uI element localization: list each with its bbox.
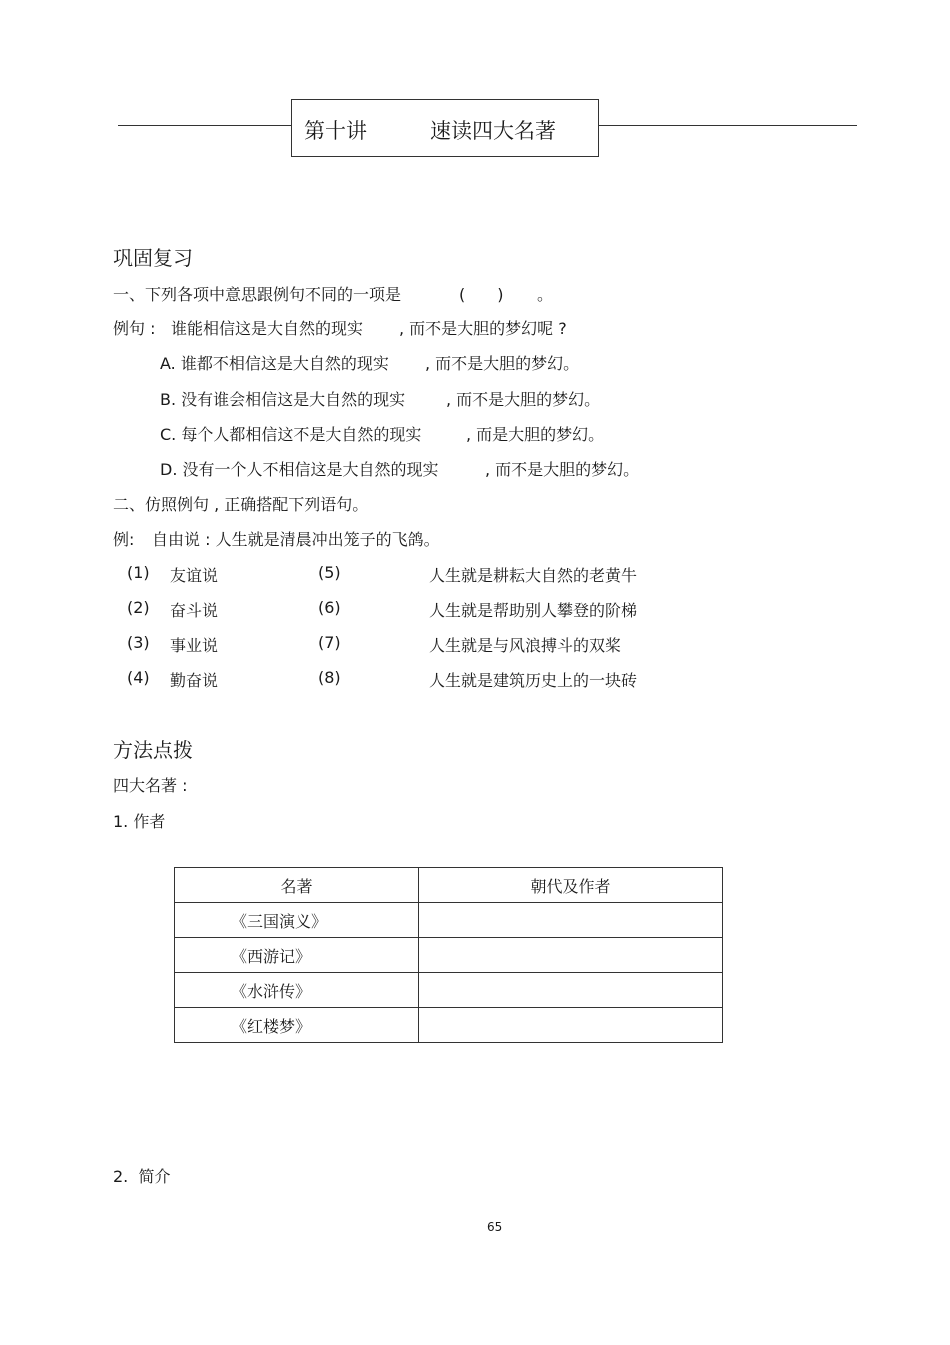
- q1-end: 。: [537, 285, 554, 304]
- table-cell-book: 《红楼梦》: [175, 1008, 419, 1043]
- match-left-number: (1): [127, 563, 150, 582]
- table-header-book: 名著: [175, 868, 419, 903]
- q1-option-a-tail: , 而不是大胆的梦幻。: [425, 354, 580, 373]
- match-right-text: 人生就是帮助别人攀登的阶梯: [429, 601, 638, 620]
- table-header-row: [175, 868, 723, 903]
- q1-example-a: 谁能相信这是大自然的现实: [171, 319, 364, 338]
- table-row: [175, 903, 723, 938]
- match-left-number: (4): [127, 668, 150, 687]
- table-cell-book: 《水浒传》: [175, 973, 419, 1008]
- match-left-text: 勤奋说: [170, 671, 219, 690]
- match-right-text: 人生就是耕耘大自然的老黄牛: [429, 566, 638, 585]
- lecture-title: 速读四大名著: [430, 119, 556, 143]
- match-right-number: (5): [318, 563, 341, 582]
- lecture-title-box: [291, 99, 599, 157]
- method-heading: 方法点拨: [113, 738, 193, 762]
- q1-option-d-tail: , 而不是大胆的梦幻。: [485, 460, 640, 479]
- q1-example-label: 例句 :: [113, 319, 156, 338]
- match-left-text: 奋斗说: [170, 601, 219, 620]
- review-heading: 巩固复习: [113, 246, 193, 270]
- section-author-heading: 1. 作者: [113, 812, 166, 831]
- table-row: [175, 973, 723, 1008]
- table-cell-book: 《西游记》: [175, 938, 419, 973]
- table-cell-author[interactable]: [419, 903, 723, 938]
- match-right-number: (7): [318, 633, 341, 652]
- table-row: [175, 938, 723, 973]
- match-right-text: 人生就是建筑历史上的一块砖: [429, 671, 638, 690]
- match-left-number: (3): [127, 633, 150, 652]
- q2-example-label: 例:: [113, 530, 135, 549]
- q2-example-text: 自由说 : 人生就是清晨冲出笼子的飞鸽。: [152, 530, 440, 549]
- lecture-number: 第十讲: [304, 119, 367, 143]
- q2-stem: 二、仿照例句 , 正确搭配下列语句。: [113, 495, 369, 514]
- table-row: [175, 1008, 723, 1043]
- section-intro-heading: 2. 简介: [113, 1167, 171, 1186]
- match-right-number: (8): [318, 668, 341, 687]
- q1-option-b-tail: , 而不是大胆的梦幻。: [446, 390, 601, 409]
- q1-option-c-tail: , 而是大胆的梦幻。: [466, 425, 605, 444]
- header-rule-right: [599, 125, 857, 126]
- page-number: 65: [487, 1220, 503, 1234]
- q1-option-b: B. 没有谁会相信这是大自然的现实: [160, 390, 406, 409]
- q1-option-c: C. 每个人都相信这不是大自然的现实: [160, 425, 422, 444]
- q1-blank: ( ): [459, 285, 504, 304]
- table-cell-author[interactable]: [419, 938, 723, 973]
- match-left-text: 事业说: [170, 636, 219, 655]
- match-right-text: 人生就是与风浪搏斗的双桨: [429, 636, 622, 655]
- match-right-number: (6): [318, 598, 341, 617]
- table-header-author: 朝代及作者: [419, 868, 723, 903]
- books-table: [174, 867, 723, 1043]
- q1-option-a: A. 谁都不相信这是大自然的现实: [160, 354, 389, 373]
- q1-example-b: , 而不是大胆的梦幻呢 ?: [399, 319, 567, 338]
- table-cell-author[interactable]: [419, 1008, 723, 1043]
- table-cell-author[interactable]: [419, 973, 723, 1008]
- q1-stem: 一、下列各项中意思跟例句不同的一项是: [113, 285, 402, 304]
- q1-option-d: D. 没有一个人不相信这是大自然的现实: [160, 460, 439, 479]
- match-left-text: 友谊说: [170, 566, 219, 585]
- table-cell-book: 《三国演义》: [175, 903, 419, 938]
- header-rule-left: [118, 125, 291, 126]
- match-left-number: (2): [127, 598, 150, 617]
- method-intro: 四大名著 :: [113, 776, 188, 795]
